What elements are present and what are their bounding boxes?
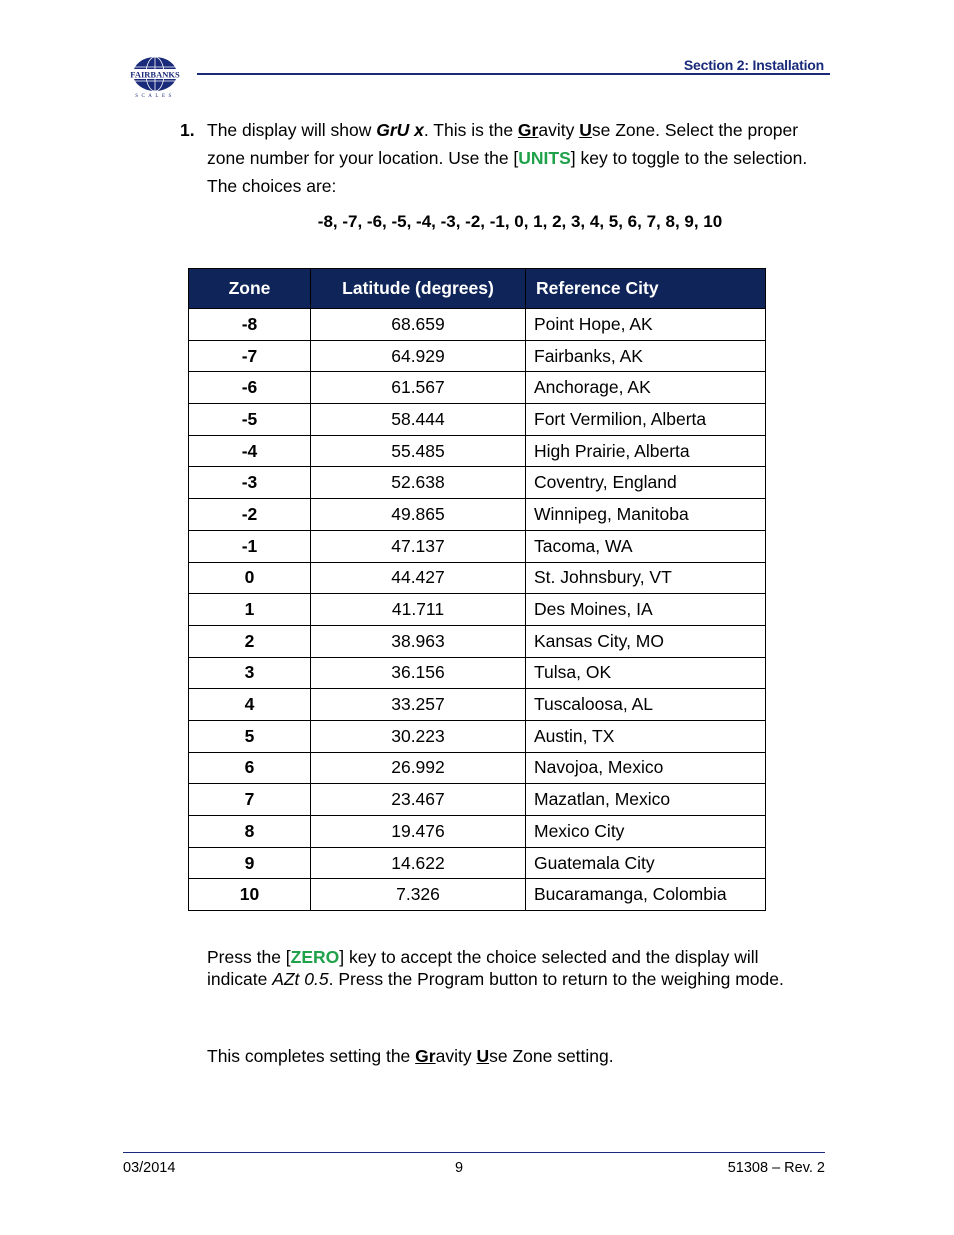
zone-cell: 1: [189, 594, 311, 626]
table-row: [189, 847, 766, 879]
zone-cell: 0: [189, 562, 311, 594]
para2-text-2: avity: [435, 1046, 477, 1066]
latitude-cell: 23.467: [311, 784, 526, 816]
latitude-cell: 26.992: [311, 752, 526, 784]
zone-cell: -6: [189, 372, 311, 404]
header-rule: [197, 73, 830, 75]
footer-date: 03/2014: [123, 1160, 176, 1176]
table-row: [189, 340, 766, 372]
zone-cell: 4: [189, 689, 311, 721]
zone-cell: -5: [189, 404, 311, 436]
zone-cell: 7: [189, 784, 311, 816]
logo-subtext: SCALES: [135, 94, 175, 98]
table-row: [189, 752, 766, 784]
city-cell: Tacoma, WA: [526, 530, 766, 562]
zone-cell: 2: [189, 625, 311, 657]
table-row: [189, 372, 766, 404]
city-cell: Winnipeg, Manitoba: [526, 499, 766, 531]
city-cell: St. Johnsbury, VT: [526, 562, 766, 594]
u-emphasis: U: [579, 120, 592, 140]
latitude-cell: 61.567: [311, 372, 526, 404]
table-header-row: [189, 269, 766, 309]
footer-rule: [123, 1152, 825, 1153]
para1-text-2: ] key to accept the choice selected and the display will indicate: [207, 947, 759, 989]
city-cell: Fairbanks, AK: [526, 340, 766, 372]
header-zone: Zone: [189, 269, 311, 309]
step-1: [180, 116, 820, 200]
latitude-cell: 36.156: [311, 657, 526, 689]
latitude-cell: 41.711: [311, 594, 526, 626]
para1-text-3: . Press the Program button to return to the weighing mode.: [328, 968, 784, 989]
table-row: [189, 594, 766, 626]
zone-cell: 8: [189, 816, 311, 848]
header-reference-city: Reference City: [526, 269, 766, 309]
zone-cell: -7: [189, 340, 311, 372]
zone-cell: -1: [189, 530, 311, 562]
completion-paragraph: [207, 1046, 822, 1068]
header-latitude: Latitude (degrees): [311, 269, 526, 309]
latitude-cell: 47.137: [311, 530, 526, 562]
zone-cell: 10: [189, 879, 311, 911]
step-number: 1.: [180, 120, 195, 140]
zone-cell: 9: [189, 847, 311, 879]
city-cell: Point Hope, AK: [526, 309, 766, 341]
table-row: [189, 625, 766, 657]
units-key: UNITS: [518, 148, 571, 168]
city-cell: Kansas City, MO: [526, 625, 766, 657]
logo-text: FAIRBANKS: [130, 69, 180, 80]
latitude-cell: 14.622: [311, 847, 526, 879]
city-cell: High Prairie, Alberta: [526, 435, 766, 467]
table-row: [189, 720, 766, 752]
latitude-cell: 58.444: [311, 404, 526, 436]
zone-cell: 3: [189, 657, 311, 689]
table-row: [189, 562, 766, 594]
city-cell: Des Moines, IA: [526, 594, 766, 626]
page-number: 9: [455, 1160, 464, 1176]
latitude-cell: 64.929: [311, 340, 526, 372]
latitude-cell: 38.963: [311, 625, 526, 657]
latitude-cell: 7.326: [311, 879, 526, 911]
step-text-1: The display will show: [207, 120, 377, 140]
zone-cell: -2: [189, 499, 311, 531]
latitude-cell: 68.659: [311, 309, 526, 341]
para2-text-3: se Zone setting.: [489, 1046, 614, 1066]
city-cell: Fort Vermilion, Alberta: [526, 404, 766, 436]
table-row: [189, 784, 766, 816]
city-cell: Mexico City: [526, 816, 766, 848]
zone-cell: -4: [189, 435, 311, 467]
city-cell: Austin, TX: [526, 720, 766, 752]
step-text: [207, 116, 820, 200]
accept-paragraph: [207, 947, 822, 990]
table-row: [189, 499, 766, 531]
latitude-cell: 55.485: [311, 435, 526, 467]
zone-cell: -8: [189, 309, 311, 341]
step-text-4: se Zone. Select the proper zone number for your location. Use the [: [207, 120, 799, 168]
zone-cell: -3: [189, 467, 311, 499]
para2-text-1: This completes setting the: [207, 1046, 416, 1066]
gravity-zone-table: [188, 268, 766, 911]
display-code: GrU x: [376, 120, 424, 140]
latitude-cell: 19.476: [311, 816, 526, 848]
latitude-cell: 49.865: [311, 499, 526, 531]
latitude-cell: 52.638: [311, 467, 526, 499]
table-row: [189, 879, 766, 911]
u-emphasis-2: U: [476, 1046, 490, 1066]
city-cell: Mazatlan, Mexico: [526, 784, 766, 816]
table-row: [189, 309, 766, 341]
zone-cell: 6: [189, 752, 311, 784]
table-row: [189, 435, 766, 467]
latitude-cell: 44.427: [311, 562, 526, 594]
city-cell: Anchorage, AK: [526, 372, 766, 404]
section-title: Section 2: Installation: [683, 57, 824, 73]
gr-emphasis: Gr: [517, 120, 539, 140]
para1-text-1: Press the [: [207, 947, 291, 967]
fairbanks-logo: [122, 54, 188, 98]
table-row: [189, 657, 766, 689]
table-row: [189, 530, 766, 562]
city-cell: Guatemala City: [526, 847, 766, 879]
step-text-3: avity: [538, 120, 580, 140]
table-row: [189, 404, 766, 436]
azt-code: AZt 0.5: [272, 968, 329, 989]
table-row: [189, 816, 766, 848]
step-text-2: . This is the: [423, 120, 518, 140]
zone-cell: 5: [189, 720, 311, 752]
step-text-5: ] key to toggle to the selection. The choices are:: [207, 148, 808, 196]
zero-key: ZERO: [290, 947, 340, 967]
table-row: [189, 467, 766, 499]
city-cell: Coventry, England: [526, 467, 766, 499]
latitude-cell: 33.257: [311, 689, 526, 721]
table-row: [189, 689, 766, 721]
latitude-cell: 30.223: [311, 720, 526, 752]
city-cell: Tulsa, OK: [526, 657, 766, 689]
gr-emphasis-2: Gr: [415, 1046, 436, 1066]
city-cell: Tuscaloosa, AL: [526, 689, 766, 721]
city-cell: Bucaramanga, Colombia: [526, 879, 766, 911]
zone-choices: -8, -7, -6, -5, -4, -3, -2, -1, 0, 1, 2, 3, 4, 5, 6, 7, 8, 9, 10: [317, 212, 723, 231]
city-cell: Navojoa, Mexico: [526, 752, 766, 784]
document-number: 51308 – Rev. 2: [727, 1160, 825, 1176]
